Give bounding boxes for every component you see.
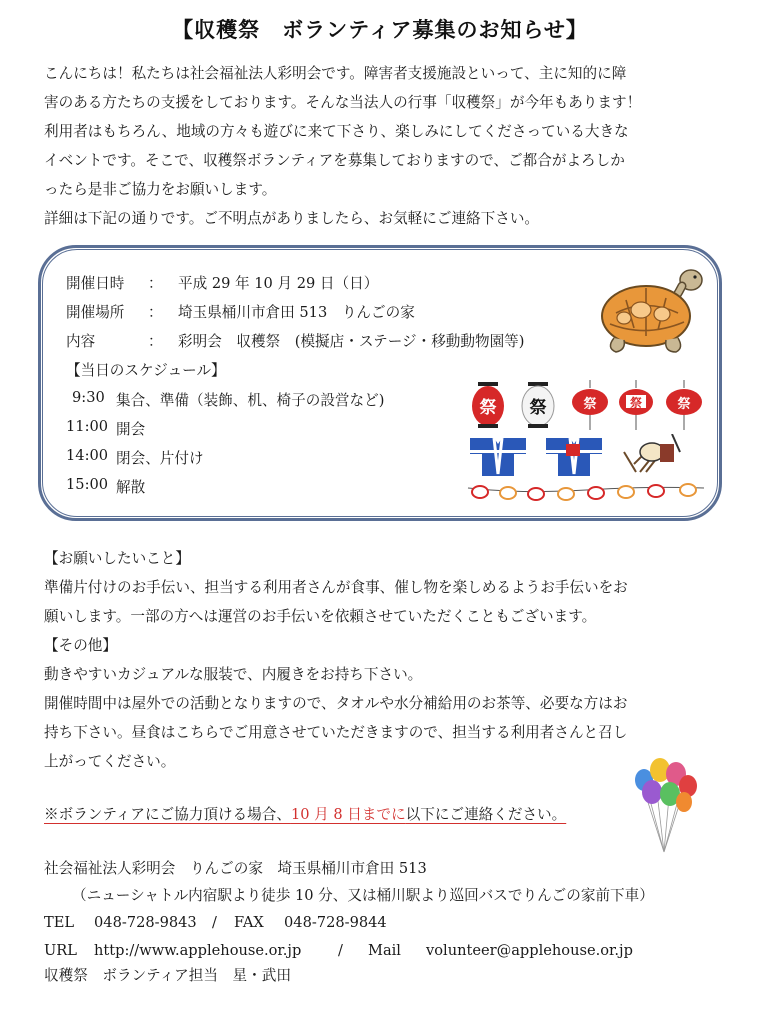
lantern-icon bbox=[619, 380, 653, 430]
schedule-desc: 解散 bbox=[116, 479, 146, 496]
lantern-icon bbox=[572, 380, 608, 430]
place-label: 開催場所 bbox=[66, 304, 125, 321]
svg-text:祭: 祭 bbox=[479, 398, 497, 418]
happi-coat-icon bbox=[546, 438, 602, 476]
contact-access: （ニューシャトル内宿駅より徒歩 10 分、又は桶川駅より巡回バスでりんごの家前下車） bbox=[72, 887, 654, 904]
request-heading: 【お願いしたいこと】 bbox=[44, 550, 190, 567]
event-content: 彩明会 収穫祭 (模擬店・ステージ・移動動物園等) bbox=[178, 333, 525, 350]
tel-number[interactable]: 048-728-9843 bbox=[94, 914, 197, 931]
intro-line: こんにちは！私たちは社会福祉法人彩明会です。障害者支援施設といって、主に知的に障 bbox=[44, 65, 627, 82]
separator: ： bbox=[148, 275, 163, 292]
intro-line: 害のある方たちの支援をしております。そんな当法人の行事「収穫祭」が今年もあります！ bbox=[44, 94, 642, 111]
schedule-desc: 開会 bbox=[116, 421, 146, 438]
lantern-icon bbox=[666, 380, 702, 430]
schedule-time: 9:30 bbox=[72, 389, 105, 406]
mail-label: Mail bbox=[368, 942, 401, 959]
event-date: 平成 29 年 10 月 29 日（日） bbox=[178, 275, 379, 292]
fax-number: 048-728-9844 bbox=[284, 914, 387, 931]
url-label: URL bbox=[44, 942, 77, 959]
deadline-notice bbox=[44, 801, 566, 829]
lantern-garland-illustration bbox=[466, 480, 706, 506]
email-link[interactable]: volunteer@applehouse.or.jp bbox=[426, 942, 633, 959]
other-line: 動きやすいカジュアルな服装で、内履きをお持ち下さい。 bbox=[44, 666, 423, 683]
svg-text:祭: 祭 bbox=[583, 397, 597, 412]
schedule-time: 11:00 bbox=[66, 418, 109, 435]
schedule-desc: 閉会、片付け bbox=[116, 450, 204, 467]
balloons-illustration bbox=[630, 756, 702, 856]
divider: / bbox=[212, 914, 217, 931]
lantern-icon bbox=[472, 382, 504, 428]
intro-line: 詳細は下記の通りです。ご不明点がありましたら、お気軽にご連絡下さい。 bbox=[44, 210, 540, 227]
taiko-drum-icon bbox=[624, 434, 680, 472]
separator: ： bbox=[148, 304, 163, 321]
content-label: 内容 bbox=[66, 333, 96, 350]
intro-line: 利用者はもちろん、地域の方々も遊びに来て下さり、楽しみにしてくださっている大きな bbox=[44, 123, 629, 140]
intro-line: イベントです。そこで、収穫祭ボランティアを募集しておりますので、ご都合がよろしか bbox=[44, 152, 625, 169]
divider: / bbox=[338, 942, 343, 959]
other-line: 持ち下さい。昼食はこちらでご用意させていただきますので、担当する利用者さんと召し bbox=[44, 724, 628, 741]
lantern-icon bbox=[522, 382, 554, 428]
event-place: 埼玉県桶川市倉田 513 りんごの家 bbox=[178, 304, 415, 321]
request-line: 願いします。一部の方へは運営のお手伝いを依頼させていただくこともございます。 bbox=[44, 608, 597, 625]
schedule-heading: 【当日のスケジュール】 bbox=[66, 362, 226, 379]
happi-coat-icon bbox=[470, 438, 526, 476]
other-line: 上がってください。 bbox=[44, 753, 176, 770]
notice-part1: ※ボランティアにご協力頂ける場合、 bbox=[44, 806, 291, 823]
schedule-time: 14:00 bbox=[66, 447, 109, 464]
festival-lanterns-illustration bbox=[466, 380, 706, 432]
tel-label: TEL bbox=[44, 914, 75, 931]
deadline-date: 10 月 8 日までに bbox=[290, 806, 406, 823]
svg-text:祭: 祭 bbox=[629, 396, 643, 410]
other-heading: 【その他】 bbox=[44, 637, 117, 654]
other-line: 開催時間中は屋外での活動となりますので、タオルや水分補給用のお茶等、必要な方はお bbox=[44, 695, 628, 712]
staff-in-charge: 収穫祭 ボランティア担当 星・武田 bbox=[44, 967, 291, 984]
svg-text:祭: 祭 bbox=[529, 398, 547, 418]
turtle-illustration bbox=[596, 258, 706, 358]
notice-part3: 以下にご連絡ください。 bbox=[405, 806, 567, 823]
schedule-time: 15:00 bbox=[66, 476, 109, 493]
svg-text:祭: 祭 bbox=[677, 397, 691, 412]
request-line: 準備片付けのお手伝い、担当する利用者さんが食事、催し物を楽しめるようお手伝いをお bbox=[44, 579, 628, 596]
intro-line: ったら是非ご協力をお願いします。 bbox=[44, 181, 277, 198]
happi-coat-illustration bbox=[468, 434, 704, 478]
page-title: 【収穫祭 ボランティア募集のお知らせ】 bbox=[172, 18, 588, 42]
date-label: 開催日時 bbox=[66, 275, 125, 292]
separator: ： bbox=[148, 333, 163, 350]
schedule-desc: 集合、準備（装飾、机、椅子の設営など) bbox=[116, 392, 385, 409]
contact-org: 社会福祉法人彩明会 りんごの家 埼玉県桶川市倉田 513 bbox=[44, 860, 427, 877]
fax-label: FAX bbox=[234, 914, 264, 931]
website-link[interactable]: http://www.applehouse.or.jp bbox=[94, 942, 302, 959]
